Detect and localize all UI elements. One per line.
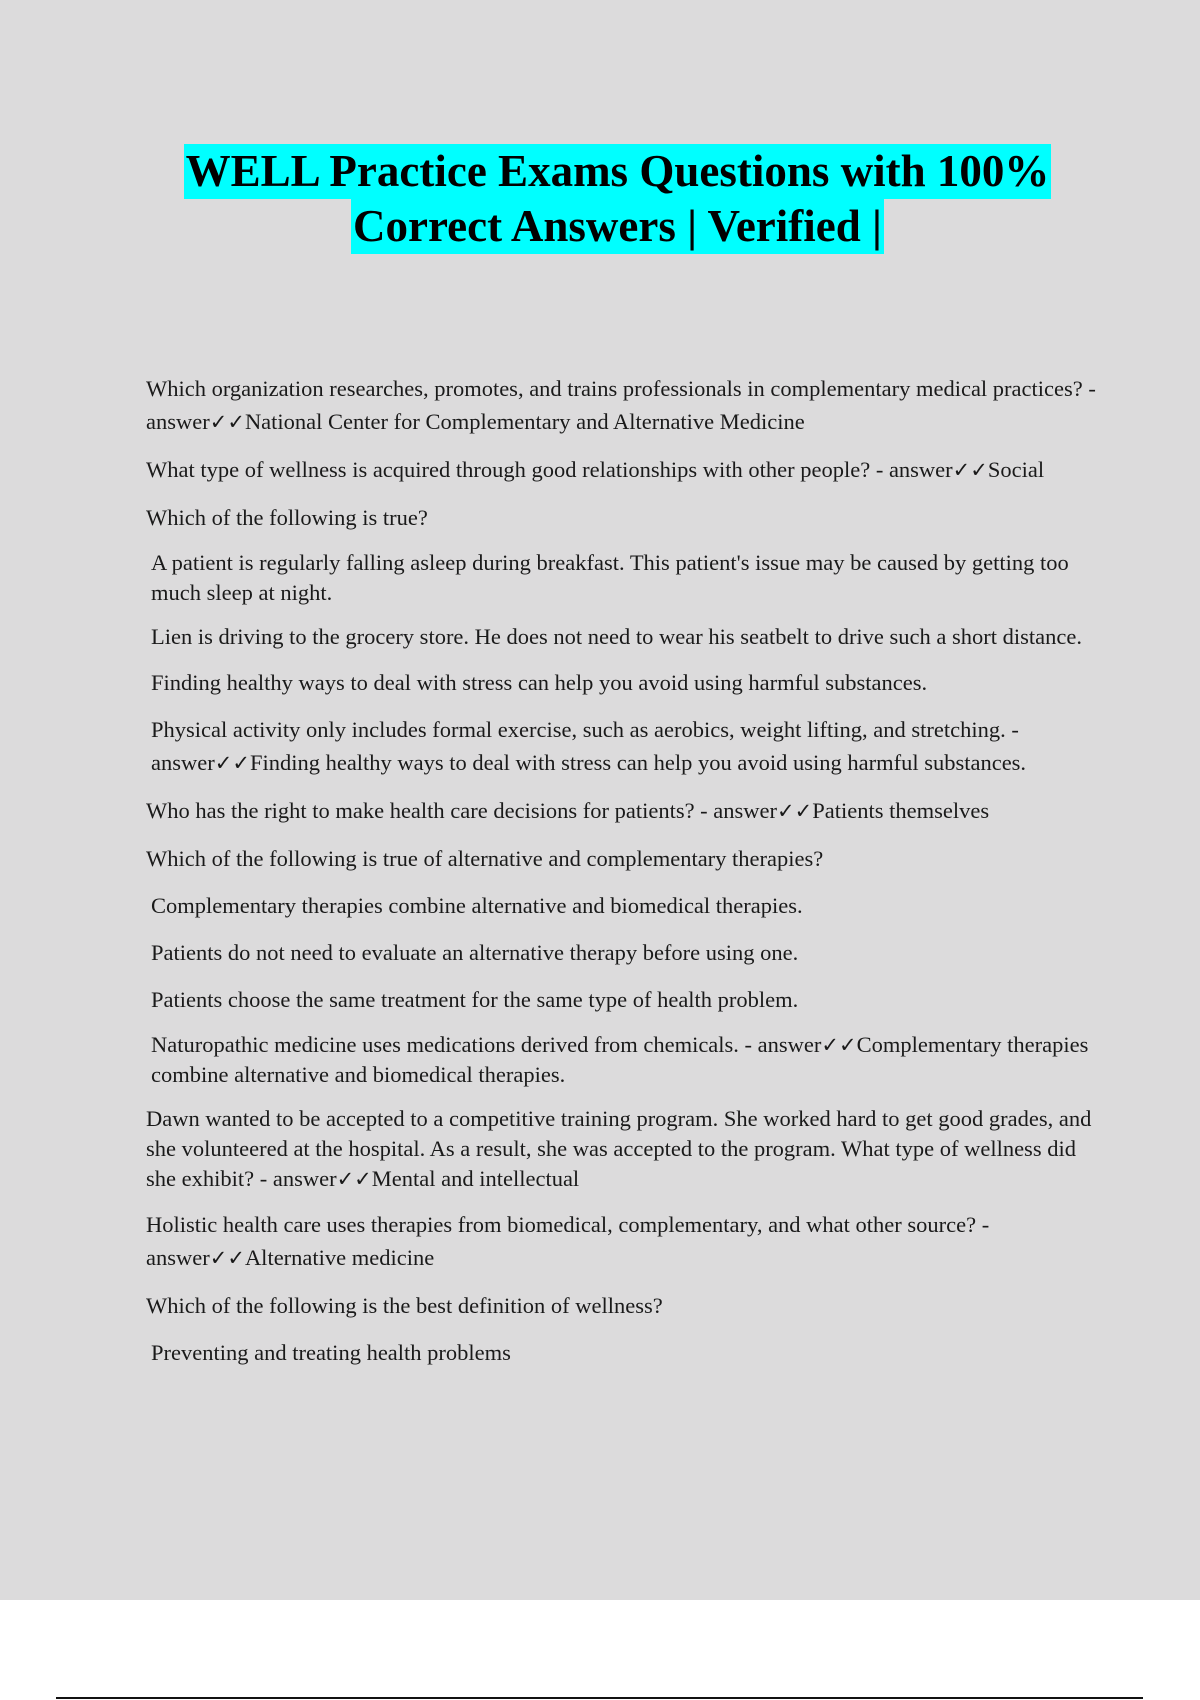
check-mark-icon: ✓✓ [952,458,988,482]
option-paragraph: Finding healthy ways to deal with stress can help you avoid using harmful substances. [151,670,928,695]
qa-paragraph: Which organization researches, promotes, and trains professionals in complementary medical practices? - answer✓✓National Center for Complementary and Alternative Medicine [146,376,1096,434]
check-mark-icon: ✓✓ [777,799,813,823]
check-mark-icon: ✓✓ [214,751,250,775]
question-paragraph: Which of the following is true of alternative and complementary therapies? [146,846,824,871]
question-paragraph: Which of the following is true? [146,505,428,530]
next-page-preview [0,1600,1200,1700]
qa-paragraph: What type of wellness is acquired through good relationships with other people? - answer✓✓Social [146,457,1045,482]
check-mark-icon: ✓✓ [209,410,245,434]
title-line-2: Correct Answers | Verified | [351,199,884,254]
qa-paragraph: Dawn wanted to be accepted to a competitive training program. She worked hard to get good grades, and she volunteered at the hospital. As a result, she was accepted to the program. What type of wellness did she exhibit? - answer✓✓Mental and intellectual [146,1106,1092,1191]
option-paragraph: Lien is driving to the grocery store. He does not need to wear his seatbelt to drive such a short distance. [151,624,1082,649]
title-line-1: WELL Practice Exams Questions with 100% [184,144,1052,199]
question-paragraph: Which of the following is the best definition of wellness? [146,1293,663,1318]
option-paragraph: Patients choose the same treatment for the same type of health problem. [151,987,799,1012]
page-divider [56,1697,1143,1699]
option-paragraph: Patients do not need to evaluate an alternative therapy before using one. [151,940,799,965]
check-mark-icon: ✓✓ [821,1033,857,1057]
qa-paragraph: Who has the right to make health care decisions for patients? - answer✓✓Patients themselves [146,798,990,823]
option-paragraph: Complementary therapies combine alternative and biomedical therapies. [151,893,803,918]
qa-paragraph: Holistic health care uses therapies from biomedical, complementary, and what other source? - answer✓✓Alternative medicine [146,1212,990,1270]
document-title [0,144,1200,254]
check-mark-icon: ✓✓ [336,1167,372,1191]
check-mark-icon: ✓✓ [209,1246,245,1270]
option-qa-paragraph: Physical activity only includes formal exercise, such as aerobics, weight lifting, and stretching. - answer✓✓Finding healthy ways to deal with stress can help you avoid using harmful substances. [151,717,1027,775]
option-qa-paragraph: Naturopathic medicine uses medications derived from chemicals. - answer✓✓Complementary therapies combine alternative and biomedical therapies. [151,1032,1089,1087]
option-paragraph: Preventing and treating health problems [151,1340,511,1365]
document-body [146,372,1096,1383]
option-paragraph: A patient is regularly falling asleep during breakfast. This patient's issue may be caused by getting too much sleep at night. [151,550,1069,605]
